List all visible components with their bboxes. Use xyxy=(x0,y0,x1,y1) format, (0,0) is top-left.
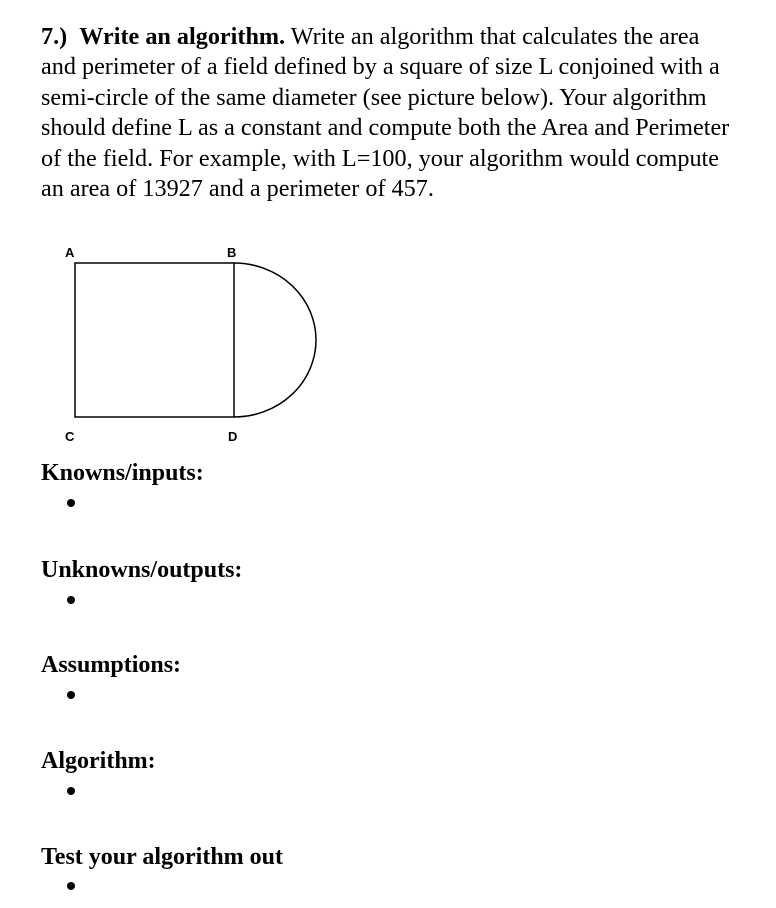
unknowns-heading: Unknowns/outputs: xyxy=(41,557,243,583)
test-heading: Test your algorithm out xyxy=(41,844,284,870)
algorithm-heading: Algorithm: xyxy=(41,748,156,774)
test-bullet xyxy=(67,882,75,890)
problem-title: Write an algorithm. xyxy=(79,23,286,50)
semicircle-shape xyxy=(234,263,316,417)
label-d: D xyxy=(228,429,238,444)
problem-statement xyxy=(41,22,731,204)
knowns-heading: Knowns/inputs: xyxy=(41,460,204,486)
knowns-bullet xyxy=(67,499,75,507)
square-shape xyxy=(75,263,234,417)
label-a: A xyxy=(65,245,75,260)
label-b: B xyxy=(227,245,237,260)
field-diagram-svg xyxy=(40,236,340,456)
problem-number: 7.) xyxy=(41,23,68,50)
assumptions-bullet xyxy=(67,691,75,699)
assumptions-heading: Assumptions: xyxy=(41,652,182,678)
unknowns-bullet xyxy=(67,596,75,604)
algorithm-bullet xyxy=(67,787,75,795)
field-diagram xyxy=(40,236,340,456)
problem-text: Write an algorithm that calculates the area and perimeter of a field defined by a square of size L conjoined with a semi-circle of the same diameter (see picture below). Your algorithm should define L as a constant and compute both the Area and Perimeter of the field. For example, with L=100, your algorithm would compute an area of 13927 and a perimeter of 457. xyxy=(41,23,730,203)
label-c: C xyxy=(65,429,75,444)
